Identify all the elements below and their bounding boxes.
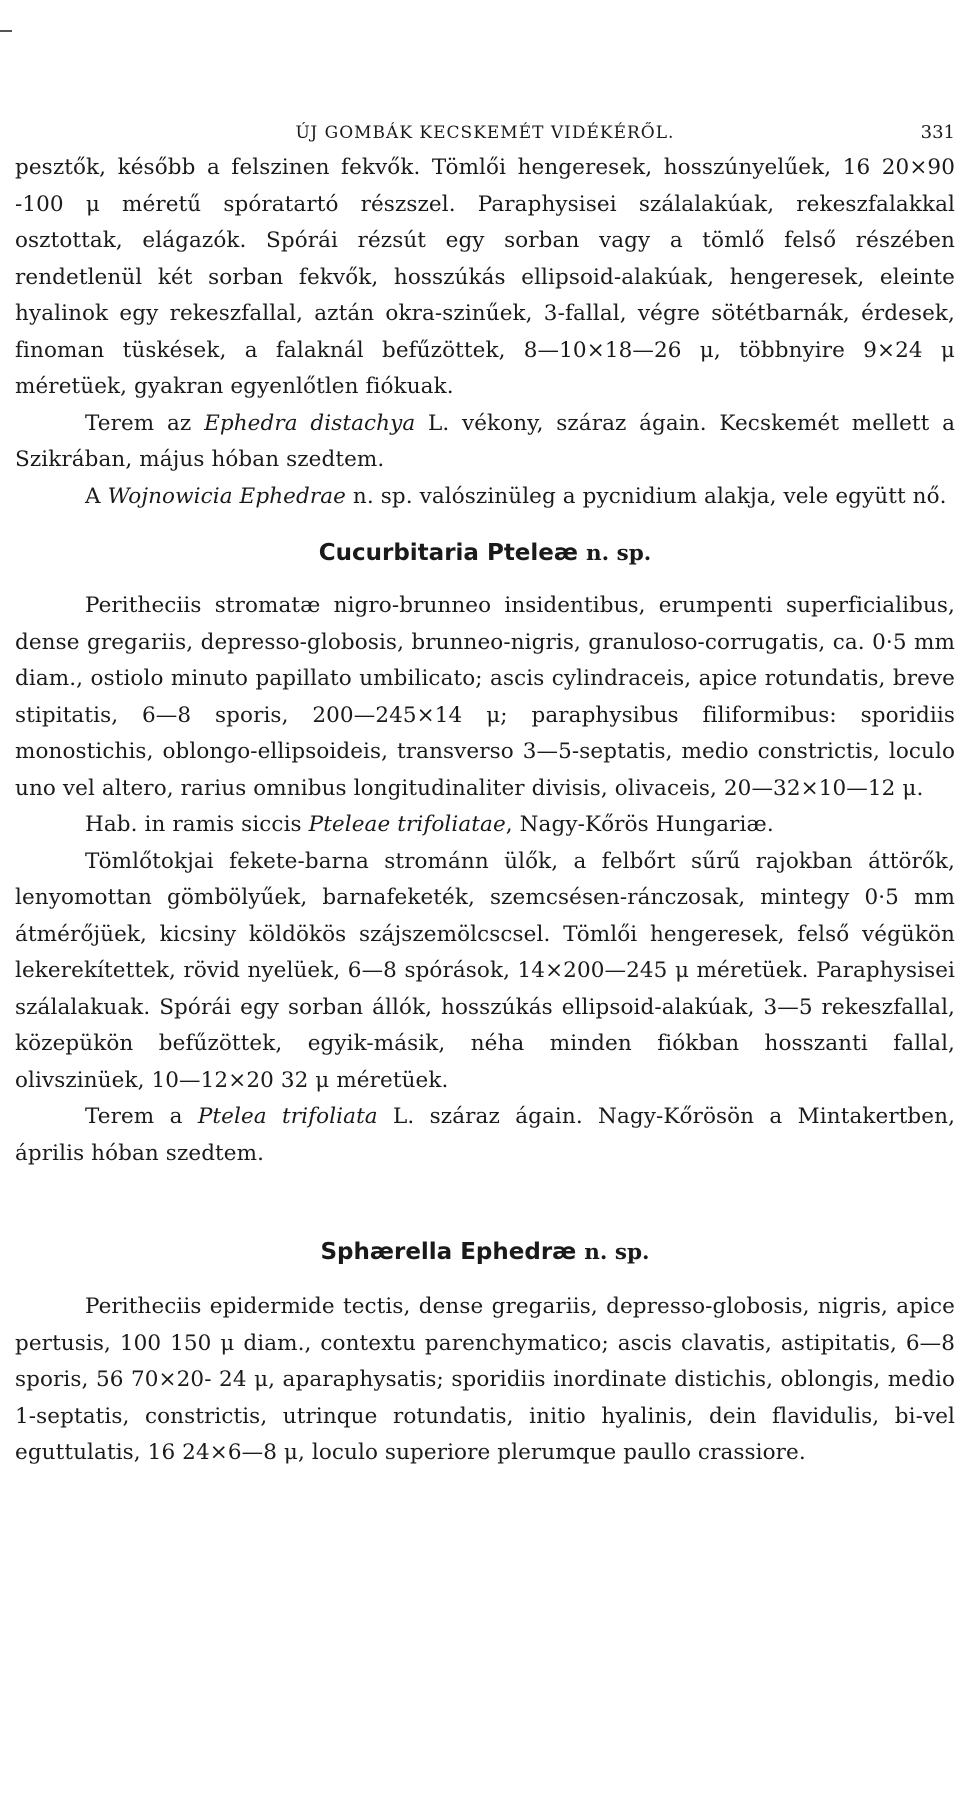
text-run: A [85, 483, 108, 509]
text-run: L. vékony, száraz ágain. Kecskemét mellett a Szikrában, május hóban szedtem. [15, 410, 956, 472]
scan-mark [0, 30, 12, 32]
taxon-name: Ptelea trifoliata [197, 1104, 378, 1129]
latin-diagnosis-cucurbitaria: Peritheciis stromatæ nigro-brunneo insidentibus, erumpenti superficialibus, dense gregariis, depresso-globosis, brunneo-nigris, granuloso-corrugatis, ca. 0·5 mm diam., ostiolo minuto papillato umbilicato; ascis cylindraceis, apice rotundatis, breve stipitatis, 6—8 sporis, 200—245×14 μ; paraphysibus filiformibus: sporidiis monostichis, oblongo-ellipsoideis, transverso 3—5-septatis, medio constrictis, loculo uno vel altero, rarius omnibus longitudinaliter divisis, olivaceis, 20—32×10—12 μ. [15, 593, 955, 801]
page-header [15, 118, 955, 148]
text-run: Terem az [85, 410, 205, 436]
body-text [15, 150, 955, 1472]
species-heading-cucurbitaria [15, 533, 955, 574]
text-run: n. sp. valószinüleg a pycnidium alakja, vele együtt nő. [345, 483, 947, 509]
species-epithet: n. sp. [584, 1240, 650, 1265]
running-title: ÚJ GOMBÁK KECSKEMÉT VIDÉKÉRŐL. [295, 123, 675, 143]
text-run: L. száraz ágain. Nagy-Kőrösön a Mintakertben, április hóban szedtem. [15, 1104, 955, 1166]
taxon-name: Pteleae trifoliatae [308, 812, 506, 837]
taxon-name: Wojnowicia Ephedrae [107, 483, 346, 509]
habitat-hungarian-cucurbitaria [15, 1099, 955, 1172]
species-name: Sphærella Ephedræ [320, 1239, 577, 1265]
habitat-latin-cucurbitaria [15, 807, 955, 844]
paragraph-wojnowicia [15, 479, 955, 516]
taxon-name: Ephedra distachya [204, 410, 416, 436]
paragraph-habitat-ephedra [15, 406, 955, 479]
hungarian-description-cucurbitaria: Tömlőtokjai fekete-barna strománn ülők, a felbőrt sűrű rajokban áttörők, lenyomottan gömbölyűek, barnafeketék, szemcsésen-ránczosak, mintegy 0·5 mm átmérőjüek, kicsiny köldökös szájszemölcscsel. Tömlői hengeresek, felső végükön lekerekítettek, rövid nyelüek, 6—8 spórások, 14×200—245 μ méretüek. Paraphysisei szálalakuak. Spórái egy sorban állók, hosszúkás ellipsoid-alakúak, 3—5 rekeszfallal, közepükön befűzöttek, egyik-másik, néha minden fiókban hosszanti fallal, olivszinüek, 10—12×20 32 μ méretüek. [15, 848, 955, 1093]
species-name: Cucurbitaria Pteleæ [318, 540, 578, 566]
paragraph-continuation: pesztők, később a felszinen fekvők. Tömlői hengeresek, hosszúnyelűek, 16 20×90 -100 μ méretű spóratartó részszel. Paraphysisei szálalakúak, rekeszfalakkal osztottak, elágazók. Spórái rézsút egy sorban vagy a tömlő felső részében rendetlenül két sorban fekvők, hosszúkás ellipsoid-alakúak, hengeresek, eleinte hyalinok egy rekeszfallal, aztán okra-szinűek, 3-fallal, végre sötétbarnák, érdesek, finoman tüskések, a falaknál befűzöttek, 8—10×18—26 μ, többnyire 9×24 μ méretüek, gyakran egyenlőtlen fiókuak. [15, 155, 955, 399]
species-heading-sphaerella [15, 1232, 955, 1273]
text-run: Hab. in ramis siccis [85, 812, 309, 837]
page-number: 331 [920, 122, 955, 143]
species-epithet: n. sp. [586, 541, 652, 566]
text-run: Terem a [85, 1104, 198, 1129]
text-run: , Nagy-Kőrös Hungariæ. [505, 812, 774, 837]
latin-diagnosis-sphaerella: Peritheciis epidermide tectis, dense gregariis, depresso-globosis, nigris, apice pertusis, 100 150 μ diam., contextu parenchymatico; ascis clavatis, astipitatis, 6—8 sporis, 56 70×20- 24 μ, aparaphysatis; sporidiis inordinate distichis, oblongis, medio 1-septatis, constrictis, utrinque rotundatis, initio hyalinis, dein flavidulis, bi-vel eguttulatis, 16 24×6—8 μ, loculo superiore plerumque paullo crassiore. [15, 1294, 955, 1465]
